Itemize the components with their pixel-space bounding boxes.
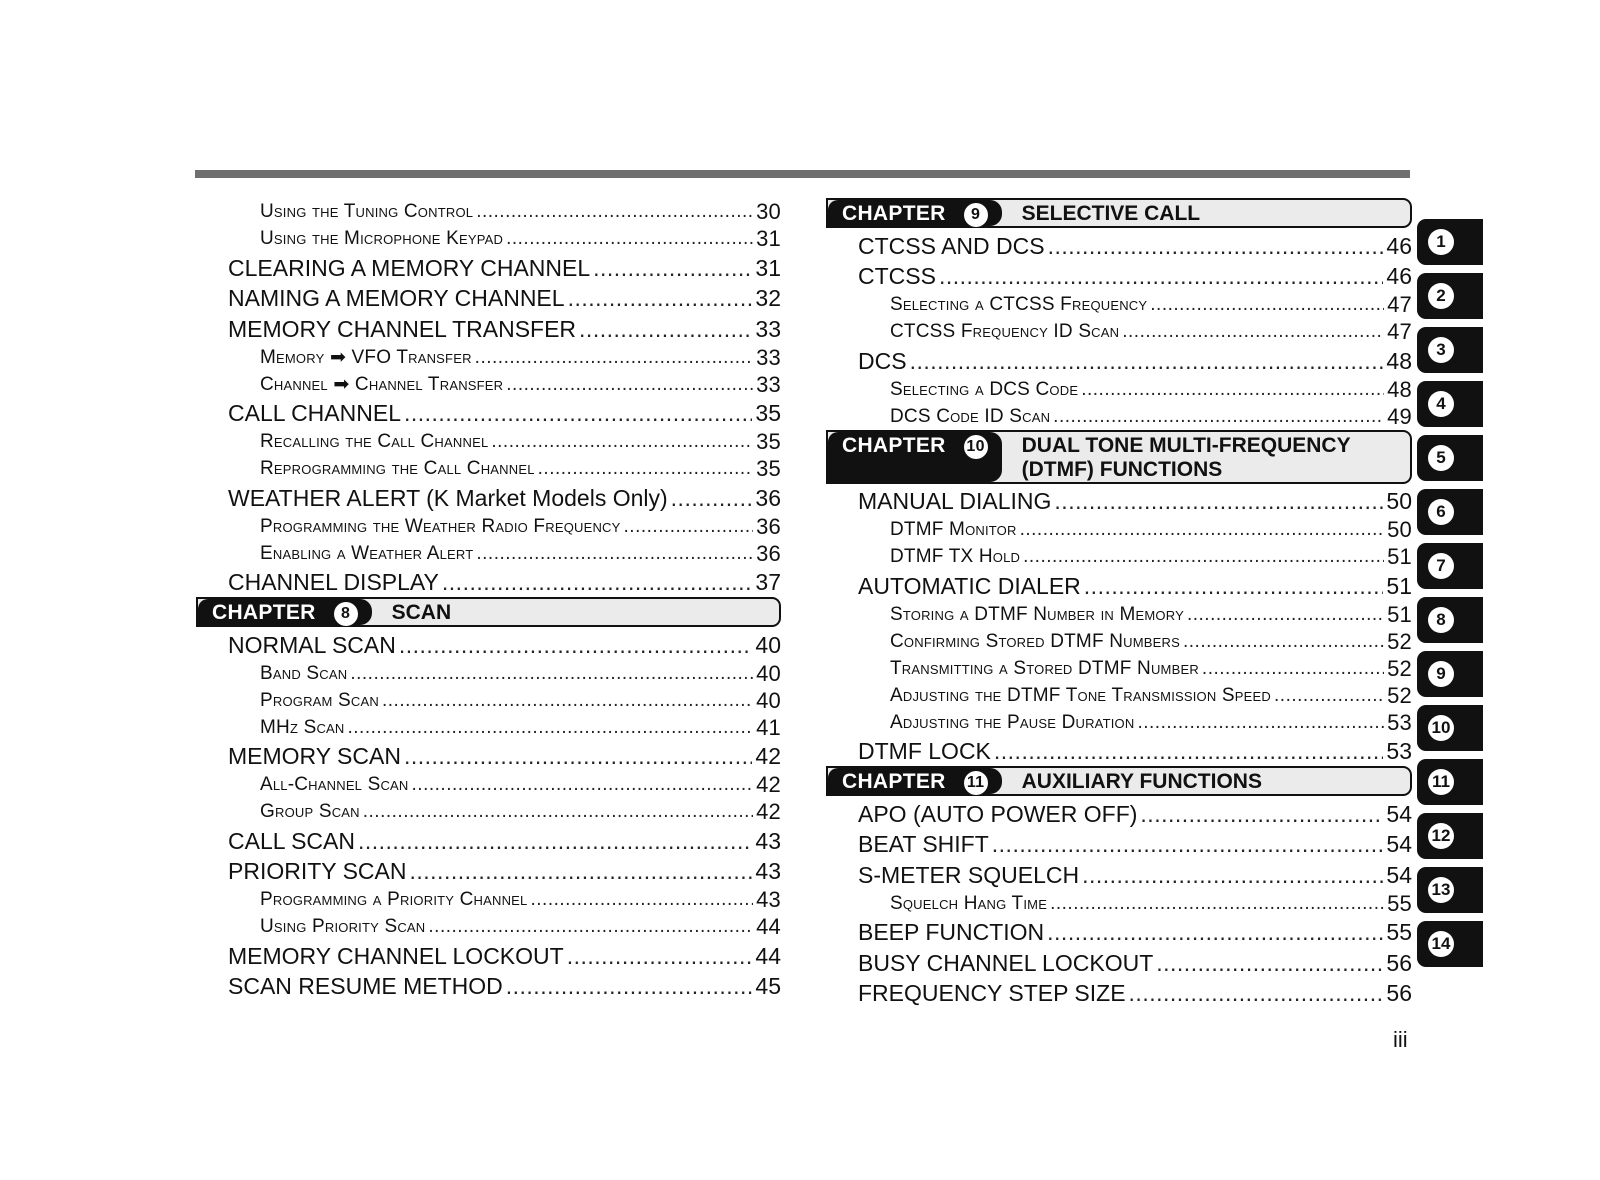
chapter-label: CHAPTER — [842, 770, 946, 793]
toc-subentry[interactable] — [196, 513, 781, 540]
entry-page-number: 44 — [756, 914, 781, 939]
entry-title: Channel ➡ Channel Transfer — [260, 373, 504, 395]
entry-page-number: 43 — [756, 887, 781, 912]
entry-title: Programming a Priority Channel — [260, 889, 528, 910]
dot-leader — [428, 913, 753, 940]
entry-page-number: 47 — [1387, 292, 1412, 317]
entry-page-number: 35 — [756, 429, 781, 454]
entry-page-number: 56 — [1386, 980, 1412, 1006]
dot-leader — [1122, 318, 1384, 345]
entry-page-number: 30 — [756, 199, 781, 224]
entry-page-number: 36 — [756, 540, 781, 566]
toc-subentry[interactable] — [196, 913, 781, 940]
dot-leader — [358, 826, 752, 856]
chapter-title-line: SELECTIVE CALL — [1021, 202, 1201, 225]
toc-entry[interactable] — [826, 345, 1412, 376]
chapter-tag — [828, 432, 1002, 482]
toc-subentry[interactable] — [826, 318, 1412, 345]
chapter-tab-12[interactable] — [1417, 813, 1483, 859]
dot-leader — [567, 941, 753, 971]
entry-title: Adjusting the DTMF Tone Transmission Speed — [890, 684, 1272, 706]
chapter-label: CHAPTER — [842, 202, 946, 225]
entry-title: CLEARING A MEMORY CHANNEL — [228, 254, 591, 281]
toc-entry[interactable] — [826, 917, 1412, 948]
dot-leader — [1082, 860, 1383, 890]
entry-title: All-Channel Scan — [260, 774, 409, 795]
toc-entry[interactable] — [196, 283, 781, 314]
entry-title: CHANNEL DISPLAY — [228, 569, 439, 595]
chapter-number: 11 — [964, 771, 988, 795]
chapter-tab-1[interactable] — [1417, 219, 1483, 265]
entry-title: S-METER SQUELCH — [858, 861, 1080, 888]
entry-page-number: 33 — [755, 315, 781, 342]
entry-page-number: 51 — [1387, 544, 1412, 569]
toc-subentry[interactable] — [826, 403, 1412, 430]
chapter-tab-number: 6 — [1428, 499, 1454, 525]
entry-page-number: 35 — [756, 456, 781, 481]
entry-title: NORMAL SCAN — [228, 631, 396, 658]
entry-page-number: 40 — [755, 631, 781, 658]
entry-page-number: 31 — [755, 254, 781, 281]
chapter-tab-3[interactable] — [1417, 327, 1483, 373]
chapter-label: CHAPTER — [842, 433, 946, 457]
chapter-tab-7[interactable] — [1417, 543, 1483, 589]
page-number: iii — [1393, 1027, 1408, 1052]
dot-leader — [1020, 516, 1385, 543]
entry-title: CALL CHANNEL — [228, 400, 401, 426]
toc-subentry[interactable] — [826, 376, 1412, 403]
entry-page-number: 42 — [756, 772, 781, 797]
entry-page-number: 55 — [1387, 890, 1412, 916]
chapter-header-8 — [196, 597, 781, 627]
chapter-title — [372, 599, 452, 625]
dot-leader — [491, 428, 753, 455]
toc-entry[interactable] — [196, 629, 781, 660]
chapter-title — [1002, 768, 1262, 794]
entry-page-number: 45 — [755, 973, 781, 999]
toc-left-column — [196, 198, 781, 1001]
toc-subentry[interactable] — [196, 371, 781, 398]
entry-page-number: 43 — [755, 827, 781, 854]
chapter-tabs — [1417, 219, 1483, 975]
dot-leader — [593, 253, 752, 283]
entry-page-number: 50 — [1387, 517, 1412, 542]
entry-page-number: 48 — [1386, 347, 1412, 374]
entry-title: Reprogramming the Call Channel — [260, 458, 535, 479]
chapter-tag — [828, 200, 1002, 226]
toc-entry[interactable] — [196, 482, 781, 513]
dot-leader — [348, 714, 754, 741]
entry-title: Enabling a Weather Alert — [260, 542, 474, 564]
toc-entry[interactable] — [196, 940, 781, 971]
entry-page-number: 53 — [1387, 709, 1412, 735]
entry-title: Using Priority Scan — [260, 916, 426, 937]
toc-entry[interactable] — [196, 741, 781, 772]
dot-leader — [910, 346, 1384, 376]
entry-title: Band Scan — [260, 662, 348, 684]
toc-entry[interactable] — [196, 856, 781, 887]
entry-page-number: 44 — [755, 942, 781, 969]
dot-leader — [538, 455, 753, 482]
entry-title: DTMF Monitor — [890, 519, 1017, 540]
entry-page-number: 51 — [1387, 601, 1412, 627]
dot-leader — [476, 198, 753, 225]
entry-page-number: 49 — [1387, 403, 1412, 429]
entry-title: Program Scan — [260, 689, 379, 711]
entry-title: SCAN RESUME METHOD — [228, 973, 503, 999]
dot-leader — [1023, 543, 1384, 570]
toc-subentry[interactable] — [826, 601, 1412, 628]
entry-page-number: 55 — [1386, 919, 1412, 945]
dot-leader — [506, 371, 753, 398]
entry-page-number: 41 — [756, 714, 781, 740]
dot-leader — [1054, 486, 1383, 516]
toc-subentry[interactable] — [826, 890, 1412, 917]
entry-title: Adjusting the Pause Duration — [890, 711, 1135, 733]
dot-leader — [410, 856, 753, 886]
chapter-tab-8[interactable] — [1417, 597, 1483, 643]
chapter-tab-number: 8 — [1428, 607, 1454, 633]
chapter-tab-2[interactable] — [1417, 273, 1483, 319]
chapter-tab-14[interactable] — [1417, 921, 1483, 967]
toc-subentry[interactable] — [826, 709, 1412, 736]
toc-subentry[interactable] — [196, 225, 781, 252]
chapter-tab-5[interactable] — [1417, 435, 1483, 481]
dot-leader — [1047, 917, 1383, 947]
dot-leader — [568, 283, 753, 313]
entry-page-number: 54 — [1386, 800, 1412, 827]
toc-subentry[interactable] — [826, 291, 1412, 318]
toc-subentry[interactable] — [826, 628, 1412, 655]
entry-title: MEMORY CHANNEL LOCKOUT — [228, 942, 564, 969]
entry-title: MEMORY SCAN — [228, 743, 401, 769]
entry-page-number: 54 — [1386, 831, 1412, 857]
chapter-header-10 — [826, 430, 1412, 484]
dot-leader — [1183, 628, 1384, 655]
toc-subentry[interactable] — [196, 540, 781, 567]
toc-entry[interactable] — [826, 829, 1412, 860]
chapter-tab-number: 11 — [1428, 769, 1454, 795]
chapter-tab-number: 3 — [1428, 337, 1454, 363]
entry-title: BEAT SHIFT — [858, 831, 989, 857]
entry-page-number: 40 — [756, 687, 781, 713]
toc-subentry[interactable] — [196, 687, 781, 714]
entry-page-number: 50 — [1386, 488, 1412, 514]
entry-page-number: 36 — [756, 513, 781, 539]
dot-leader — [1053, 403, 1384, 430]
dot-leader — [1137, 709, 1384, 736]
toc-entry[interactable] — [196, 313, 781, 344]
toc-subentry[interactable] — [826, 682, 1412, 709]
dot-leader — [1187, 601, 1384, 628]
entry-page-number: 42 — [755, 743, 781, 769]
chapter-tab-number: 10 — [1428, 715, 1454, 741]
entry-title: MANUAL DIALING — [858, 488, 1052, 514]
entry-page-number: 37 — [755, 569, 781, 595]
toc-subentry[interactable] — [196, 428, 781, 455]
entry-title: BUSY CHANNEL LOCKOUT — [858, 949, 1154, 976]
entry-page-number: 31 — [756, 226, 781, 251]
dot-leader — [1150, 291, 1384, 318]
toc-subentry[interactable] — [196, 198, 781, 225]
dot-leader — [671, 483, 753, 513]
dot-leader — [350, 660, 753, 687]
entry-title: CALL SCAN — [228, 827, 355, 854]
chapter-tab-number: 9 — [1428, 661, 1454, 687]
toc-subentry[interactable] — [196, 660, 781, 687]
top-rule — [195, 170, 1410, 178]
chapter-tab-4[interactable] — [1417, 381, 1483, 427]
chapter-number: 8 — [334, 602, 358, 626]
toc-subentry[interactable] — [196, 771, 781, 798]
dot-leader — [404, 398, 752, 428]
entry-page-number: 52 — [1387, 655, 1412, 681]
toc-entry[interactable] — [196, 398, 781, 429]
entry-title: FREQUENCY STEP SIZE — [858, 980, 1126, 1006]
chapter-tab-number: 14 — [1428, 931, 1454, 957]
entry-title: CTCSS Frequency ID Scan — [890, 321, 1120, 342]
chapter-title-line: (DTMF) FUNCTIONS — [1021, 457, 1223, 481]
entry-title: DCS Code ID Scan — [890, 405, 1051, 427]
entry-title: DTMF TX Hold — [890, 546, 1021, 567]
chapter-tab-number: 4 — [1428, 391, 1454, 417]
entry-title: Squelch Hang Time — [890, 892, 1048, 914]
entry-title: MEMORY CHANNEL TRANSFER — [228, 315, 577, 342]
chapter-tab-9[interactable] — [1417, 651, 1483, 697]
entry-title: Recalling the Call Channel — [260, 431, 489, 452]
dot-leader — [624, 513, 754, 540]
chapter-header-11 — [826, 766, 1412, 796]
chapter-tab-number: 1 — [1428, 229, 1454, 255]
entry-page-number: 33 — [756, 344, 781, 370]
entry-title: Selecting a DCS Code — [890, 378, 1079, 400]
dot-leader — [1129, 978, 1384, 1008]
chapter-tab-13[interactable] — [1417, 867, 1483, 913]
chapter-tab-number: 7 — [1428, 553, 1454, 579]
entry-page-number: 40 — [756, 660, 781, 686]
chapter-title-line: DUAL TONE MULTI-FREQUENCY — [1021, 433, 1351, 457]
entry-title: Memory ➡ VFO Transfer — [260, 346, 472, 368]
dot-leader — [506, 225, 753, 252]
entry-title: Storing a DTMF Number in Memory — [890, 603, 1184, 625]
toc-entry[interactable] — [826, 978, 1412, 1009]
entry-title: DTMF LOCK — [858, 738, 991, 764]
toc-entry[interactable] — [826, 230, 1412, 261]
chapter-tab-6[interactable] — [1417, 489, 1483, 535]
dot-leader — [1274, 682, 1384, 709]
entry-title: Using the Tuning Control — [260, 201, 474, 222]
entry-title: DCS — [858, 347, 907, 374]
chapter-title-line: SCAN — [391, 601, 452, 624]
entry-title: Selecting a CTCSS Frequency — [890, 294, 1148, 315]
entry-title: Programming the Weather Radio Frequency — [260, 515, 621, 537]
entry-page-number: 48 — [1387, 376, 1412, 402]
toc-entry[interactable] — [196, 825, 781, 856]
entry-page-number: 52 — [1387, 628, 1412, 654]
entry-title: APO (AUTO POWER OFF) — [858, 800, 1138, 827]
toc-subentry[interactable] — [196, 798, 781, 825]
toc-entry[interactable] — [826, 261, 1412, 292]
entry-title: PRIORITY SCAN — [228, 858, 407, 884]
entry-page-number: 36 — [755, 484, 781, 511]
toc-entry[interactable] — [826, 859, 1412, 890]
toc-entry[interactable] — [826, 570, 1412, 601]
entry-page-number: 46 — [1386, 232, 1412, 259]
toc-subentry[interactable] — [826, 543, 1412, 570]
entry-page-number: 42 — [756, 799, 781, 824]
dot-leader — [399, 630, 753, 660]
toc-subentry[interactable] — [196, 714, 781, 741]
toc-entry[interactable] — [826, 947, 1412, 978]
dot-leader — [994, 736, 1384, 766]
dot-leader — [442, 567, 753, 597]
entry-page-number: 33 — [756, 371, 781, 397]
dot-leader — [1202, 655, 1384, 682]
chapter-tab-number: 2 — [1428, 283, 1454, 309]
toc-subentry[interactable] — [196, 886, 781, 913]
chapter-tab-10[interactable] — [1417, 705, 1483, 751]
chapter-title-line: AUXILIARY FUNCTIONS — [1021, 770, 1262, 793]
chapter-header-9 — [826, 198, 1412, 228]
chapter-number: 9 — [964, 203, 988, 227]
dot-leader — [1084, 571, 1384, 601]
entry-page-number: 54 — [1386, 861, 1412, 888]
dot-leader — [382, 687, 753, 714]
toc-subentry[interactable] — [826, 516, 1412, 543]
chapter-label: CHAPTER — [212, 601, 316, 624]
entry-title: AUTOMATIC DIALER — [858, 572, 1081, 599]
toc-entry[interactable] — [196, 971, 781, 1002]
entry-title: MHz Scan — [260, 716, 345, 738]
dot-leader — [992, 829, 1384, 859]
entry-title: CTCSS — [858, 263, 936, 289]
entry-page-number: 51 — [1386, 572, 1412, 599]
dot-leader — [1156, 948, 1383, 978]
toc-subentry[interactable] — [196, 344, 781, 371]
chapter-tab-number: 5 — [1428, 445, 1454, 471]
chapter-tab-11[interactable] — [1417, 759, 1483, 805]
dot-leader — [1048, 231, 1384, 261]
dot-leader — [476, 540, 753, 567]
entry-page-number: 32 — [755, 285, 781, 311]
toc-subentry[interactable] — [196, 455, 781, 482]
dot-leader — [1081, 376, 1384, 403]
dot-leader — [412, 771, 754, 798]
entry-title: BEEP FUNCTION — [858, 919, 1045, 945]
dot-leader — [939, 261, 1383, 291]
entry-page-number: 35 — [755, 400, 781, 426]
chapter-number: 10 — [964, 435, 988, 459]
entry-title: NAMING A MEMORY CHANNEL — [228, 285, 565, 311]
toc-right-column — [826, 198, 1412, 1008]
chapter-tab-number: 12 — [1428, 823, 1454, 849]
entry-title: Confirming Stored DTMF Numbers — [890, 630, 1180, 652]
entry-title: Transmitting a Stored DTMF Number — [890, 657, 1199, 679]
chapter-title — [1002, 432, 1351, 482]
toc-entry[interactable] — [196, 252, 781, 283]
toc-entry[interactable] — [826, 736, 1412, 767]
chapter-tag — [198, 599, 372, 625]
chapter-tag — [828, 768, 1002, 794]
toc-entry[interactable] — [826, 798, 1412, 829]
chapter-title — [1002, 200, 1201, 226]
entry-page-number: 56 — [1386, 949, 1412, 976]
entry-page-number: 47 — [1387, 319, 1412, 344]
entry-page-number: 43 — [755, 858, 781, 884]
dot-leader — [506, 971, 753, 1001]
entry-page-number: 52 — [1387, 682, 1412, 708]
toc-entry[interactable] — [196, 567, 781, 598]
dot-leader — [530, 886, 753, 913]
entry-page-number: 46 — [1386, 263, 1412, 289]
dot-leader — [579, 314, 752, 344]
dot-leader — [363, 798, 753, 825]
dot-leader — [475, 344, 753, 371]
dot-leader — [404, 741, 752, 771]
entry-title: WEATHER ALERT (K Market Models Only) — [228, 484, 668, 511]
entry-title: Group Scan — [260, 801, 360, 822]
entry-title: Using the Microphone Keypad — [260, 228, 504, 249]
toc-subentry[interactable] — [826, 655, 1412, 682]
entry-page-number: 53 — [1386, 738, 1412, 764]
dot-leader — [1140, 799, 1383, 829]
entry-title: CTCSS AND DCS — [858, 232, 1045, 259]
toc-entry[interactable] — [826, 486, 1412, 517]
dot-leader — [1050, 890, 1384, 917]
chapter-tab-number: 13 — [1428, 877, 1454, 903]
